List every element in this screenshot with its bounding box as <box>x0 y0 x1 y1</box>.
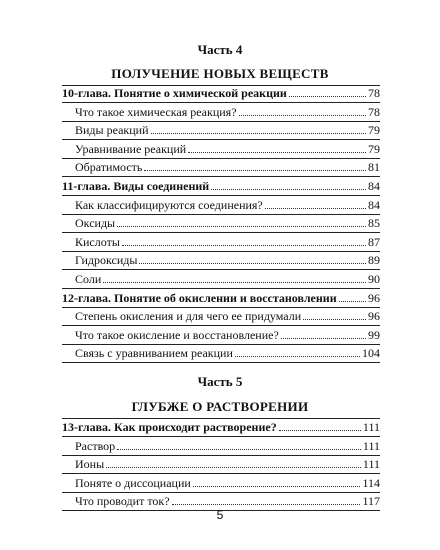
toc-leader-dots <box>151 132 367 134</box>
toc-entry-title: 10-глава. Понятие о химической реакции <box>62 86 287 100</box>
toc-leader-dots <box>106 466 361 468</box>
toc-subsection-row[interactable] <box>62 213 380 230</box>
part-4-title: ПОЛУЧЕНИЕ НОВЫХ ВЕЩЕСТВ <box>111 66 329 81</box>
toc-page-number: 79 <box>368 123 380 138</box>
toc-subsection-row[interactable] <box>62 306 380 323</box>
toc-entry-title: 13-глава. Как происходит растворение? <box>62 420 277 434</box>
toc-leader-dots <box>172 503 361 505</box>
toc-subsection-row[interactable] <box>62 454 380 471</box>
toc-chapter-row[interactable] <box>62 83 380 100</box>
toc-leader-dots <box>211 188 366 190</box>
toc-leader-dots <box>139 262 366 264</box>
toc-page-number: 87 <box>368 234 380 249</box>
toc-entry-title: Что такое окисление и восстановление? <box>75 327 279 342</box>
toc-page-number: 85 <box>368 216 380 231</box>
toc-page-number: 104 <box>362 346 380 361</box>
toc-leader-dots <box>103 281 366 283</box>
toc-subsection-row[interactable] <box>62 120 380 137</box>
toc-page-number: 78 <box>368 104 380 119</box>
toc-leader-dots <box>144 169 366 171</box>
toc-page-number: 79 <box>368 141 380 156</box>
part-5-label: Часть 5 <box>197 374 243 389</box>
toc-subsection-row[interactable] <box>62 436 380 453</box>
toc-entry-title: Гидроксиды <box>75 253 138 268</box>
toc-subsection-row[interactable] <box>62 232 380 249</box>
toc-subsection-row[interactable] <box>62 491 380 508</box>
toc-chapter-row[interactable] <box>62 176 380 193</box>
toc-row-divider <box>62 362 380 363</box>
toc-page-number: 114 <box>362 475 380 490</box>
toc-page-number: 111 <box>362 438 380 453</box>
toc-page-number: 84 <box>368 197 380 212</box>
toc-subsection-row[interactable] <box>62 250 380 267</box>
toc-page-number: 99 <box>368 327 380 342</box>
toc-page-number: 117 <box>362 494 380 509</box>
toc-entry-title: Оксиды <box>75 216 116 231</box>
toc-leader-dots <box>188 151 366 153</box>
toc-entry-title: Что такое химическая реакция? <box>75 104 237 119</box>
toc-subsection-row[interactable] <box>62 157 380 174</box>
toc-entry-title: 11-глава. Виды соединений <box>62 179 210 193</box>
toc-page-number: 111 <box>362 457 380 472</box>
toc-page-number: 89 <box>368 253 380 268</box>
toc-leader-dots <box>239 114 366 116</box>
toc-entry-title: Обратимость <box>75 160 143 175</box>
toc-entry-title: Виды реакций <box>75 123 149 138</box>
toc-subsection-row[interactable] <box>62 102 380 119</box>
toc-page-number: 111 <box>362 420 380 434</box>
toc-page-number: 84 <box>368 179 380 193</box>
toc-subsection-row[interactable] <box>62 195 380 212</box>
toc-entry-title: Как классифицируются соединения? <box>75 197 263 212</box>
toc-leader-dots <box>281 337 366 339</box>
toc-page-number: 90 <box>368 272 380 286</box>
toc-entry-title: Связь с уравниванием реакции <box>75 346 233 361</box>
toc-leader-dots <box>117 225 366 227</box>
toc-entry-title: 12-глава. Понятие об окислении и восстановлении <box>62 290 337 305</box>
toc-page-number: 96 <box>368 290 380 305</box>
page-number: 5 <box>216 508 224 522</box>
toc-page-number: 81 <box>368 160 380 175</box>
toc-entry-title: Кислоты <box>75 234 120 249</box>
toc-entry-title: Что проводит ток? <box>75 494 170 509</box>
toc-page-number: 96 <box>368 309 380 324</box>
toc-leader-dots <box>117 448 361 450</box>
toc-leader-dots <box>279 429 361 431</box>
toc-chapter-row[interactable] <box>62 417 380 434</box>
toc-leader-dots <box>122 244 366 246</box>
part-5-title: ГЛУБЖЕ О РАСТВОРЕНИИ <box>131 399 309 414</box>
toc-leader-dots <box>193 485 361 487</box>
toc-entry-title: Соли <box>75 272 102 286</box>
toc-entry-title: Степень окисления и для чего ее придумали <box>75 309 302 324</box>
toc-entry-title: Поняте о диссоциации <box>75 475 191 490</box>
toc-subsection-row[interactable] <box>62 473 380 490</box>
toc-leader-dots <box>303 318 366 320</box>
toc-subsection-row[interactable] <box>62 269 380 286</box>
toc-subsection-row[interactable] <box>62 325 380 342</box>
toc-entry-title: Раствор <box>75 438 116 453</box>
toc-chapter-row[interactable] <box>62 288 380 305</box>
toc-leader-dots <box>235 355 360 357</box>
toc-entry-title: Ионы <box>75 457 105 472</box>
toc-page-number: 78 <box>368 86 380 100</box>
toc-leader-dots <box>265 207 366 209</box>
toc-leader-dots <box>289 95 366 97</box>
part-4-label: Часть 4 <box>197 42 243 57</box>
toc-subsection-row[interactable] <box>62 343 380 360</box>
toc-entry-title: Уравнивание реакций <box>75 141 187 156</box>
toc-leader-dots <box>339 300 366 302</box>
toc-subsection-row[interactable] <box>62 139 380 156</box>
